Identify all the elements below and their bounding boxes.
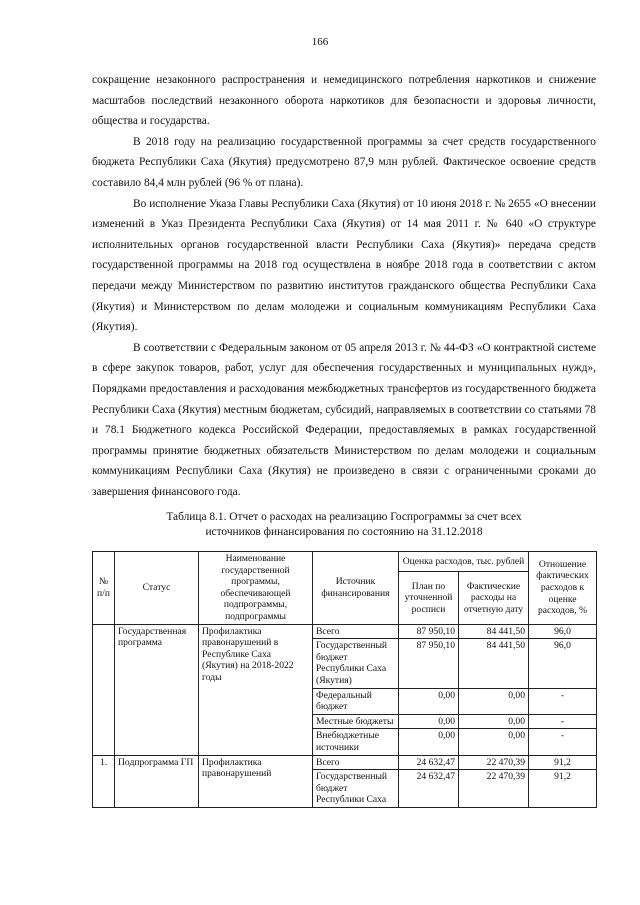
paragraph: В 2018 году на реализацию государственной программы за счет средств государственного бюджета Республики Саха (Якутия) предусмотрено 87,9 млн рублей. Фактическое освоение средств составило 84,4 млн рублей (96 % от плана). bbox=[92, 135, 596, 189]
cell-plan: 0,00 bbox=[399, 688, 459, 714]
header-fact: Фактические расходы на отчетную дату bbox=[459, 572, 529, 624]
paragraph: сокращение незаконного распространения и немедицинского потребления наркотиков и снижение масштабов последствий незаконного оборота наркотиков для безопасности и здоровья личности, общества и государства. bbox=[92, 74, 596, 128]
cell-fact: 84 441,50 bbox=[459, 624, 529, 639]
cell-ratio: - bbox=[529, 714, 597, 729]
header-name: Наименование государственной программы, обеспечивающей подпрограммы, подпрограммы bbox=[199, 552, 313, 625]
cell-source: Государственный бюджет Республики Саха (Якутия) bbox=[313, 639, 399, 688]
table-caption-line: Таблица 8.1. Отчет о расходах на реализацию Госпрограммы за счет всех bbox=[166, 511, 522, 523]
cell-status: Государственная программа bbox=[115, 624, 199, 755]
header-estimate: Оценка расходов, тыс. рублей bbox=[399, 552, 529, 572]
cell-plan: 87 950,10 bbox=[399, 624, 459, 639]
cell-ratio: 96,0 bbox=[529, 624, 597, 639]
body-text bbox=[92, 70, 596, 502]
paragraph: Во исполнение Указа Главы Республики Саха (Якутия) от 10 июня 2018 г. № 2655 «О внесении изменений в Указ Президента Республики Саха (Якутия) от 14 мая 2011 г. № 640 «О структуре исполнительных органов государственной власти Республики Саха (Якутия)» передача средств государственной программы на 2018 год осуществлена в ноябре 2018 года в соответствии с актом передачи между Министерством по развитию институтов гражданского общества Республики Саха (Якутия) и Министерством по делам молодежи и социальным коммуникациям Республики Саха (Якутия). bbox=[92, 197, 596, 334]
paragraph: В соответствии с Федеральным законом от 05 апреля 2013 г. № 44-ФЗ «О контрактной системе в сфере закупок товаров, работ, услуг для обеспечения государственных и муниципальных нужд», Порядками предоставления и расходования межбюджетных трансфертов из государственного бюджета Республики Саха (Якутия) местным бюджетам, субсидий, направляемых в соответствии со статьями 78 и 78.1 Бюджетного кодекса Российской Федерации, предоставляемых в рамках государственной программы принятие бюджетных обязательств Министерством по делам молодежи и социальным коммуникациям Республики Саха (Якутия) не произведено в связи с ограниченными сроками до завершения финансового года. bbox=[92, 341, 596, 498]
table-caption bbox=[92, 510, 596, 540]
table-caption-line: источников финансирования по состоянию на 31.12.2018 bbox=[205, 526, 483, 538]
cell-ratio: 96,0 bbox=[529, 639, 597, 688]
cell-fact: 22 470,39 bbox=[459, 770, 529, 808]
cell-plan: 87 950,10 bbox=[399, 639, 459, 688]
cell-plan: 24 632,47 bbox=[399, 770, 459, 808]
cell-status: Подпрограмма ГП bbox=[115, 755, 199, 807]
table-row bbox=[93, 624, 597, 639]
header-plan: План по уточненной росписи bbox=[399, 572, 459, 624]
header-source: Источник финансирования bbox=[313, 552, 399, 625]
page-number: 166 bbox=[311, 36, 329, 48]
cell-fact: 0,00 bbox=[459, 729, 529, 755]
table-header-row bbox=[93, 552, 597, 572]
header-ratio: Отношение фактических расходов к оценке расходов, % bbox=[529, 552, 597, 625]
cell-source: Внебюджетные источники bbox=[313, 729, 399, 755]
cell-source: Всего bbox=[313, 624, 399, 639]
cell-ratio: - bbox=[529, 688, 597, 714]
cell-plan: 0,00 bbox=[399, 729, 459, 755]
cell-plan: 0,00 bbox=[399, 714, 459, 729]
cell-fact: 0,00 bbox=[459, 714, 529, 729]
cell-ratio: - bbox=[529, 729, 597, 755]
cell-ratio: 91,2 bbox=[529, 770, 597, 808]
cell-num bbox=[93, 624, 115, 755]
cell-source: Государственный бюджет Республики Саха bbox=[313, 770, 399, 808]
cell-name: Профилактика правонарушений bbox=[199, 755, 313, 807]
cell-fact: 0,00 bbox=[459, 688, 529, 714]
cell-name: Профилактика правонарушений в Республике Саха (Якутия) на 2018-2022 годы bbox=[199, 624, 313, 755]
cell-plan: 24 632,47 bbox=[399, 755, 459, 770]
table-row bbox=[93, 755, 597, 770]
cell-source: Федеральный бюджет bbox=[313, 688, 399, 714]
cell-ratio: 91,2 bbox=[529, 755, 597, 770]
cell-source: Всего bbox=[313, 755, 399, 770]
header-status: Статус bbox=[115, 552, 199, 625]
header-num: № п/п bbox=[93, 552, 115, 625]
cell-source: Местные бюджеты bbox=[313, 714, 399, 729]
cell-fact: 22 470,39 bbox=[459, 755, 529, 770]
expense-report-table bbox=[92, 551, 597, 808]
cell-num: 1. bbox=[93, 755, 115, 807]
cell-fact: 84 441,50 bbox=[459, 639, 529, 688]
